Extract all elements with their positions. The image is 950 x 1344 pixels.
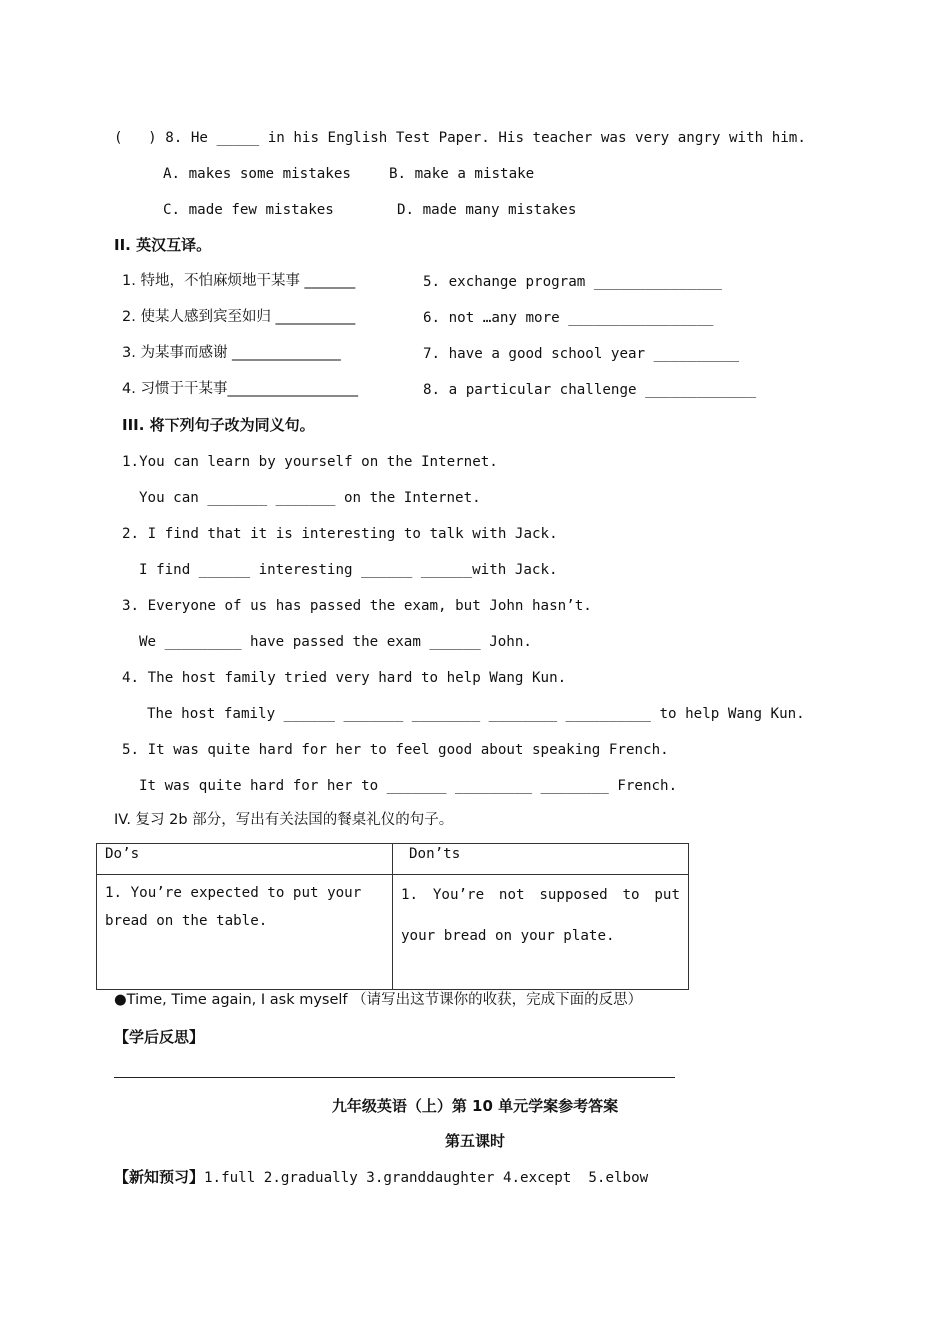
donts-header: Don’ts [393, 844, 689, 875]
section-2-title: II. 英汉互译。 [114, 236, 212, 254]
section-3-title: III. 将下列句子改为同义句。 [122, 416, 315, 434]
rewrite-sentence: 4. The host family tried very hard to help Wang Kun. [122, 670, 567, 686]
preview-text: 1.full 2.gradually 3.granddaughter 4.except 5.elbow [204, 1170, 649, 1186]
rewrite-sentence: 2. I find that it is interesting to talk with Jack. [122, 526, 558, 542]
translation-item: 8. a particular challenge _____________ [423, 382, 757, 398]
rewrite-sentence: 3. Everyone of us has passed the exam, but John hasn’t. [122, 598, 592, 614]
rewrite-sentence: 1.You can learn by yourself on the Internet. [122, 454, 498, 470]
dos-header: Do’s [97, 844, 393, 875]
preview-label: 【新知预习】 [114, 1168, 205, 1186]
question-8-option-c: C. made few mistakes [163, 202, 334, 218]
rewrite-blank-line: It was quite hard for her to _______ _________ ________ French. [139, 778, 678, 794]
translation-item: 4. 习惯于干某事__________________ [122, 381, 358, 397]
rewrite-blank-line: You can _______ _______ on the Internet. [139, 490, 481, 506]
dos-cell: 1. You’re expected to put your bread on the table. [97, 875, 393, 990]
rewrite-sentence: 5. It was quite hard for her to feel good about speaking French. [122, 742, 669, 758]
rewrite-blank-line: We _________ have passed the exam ______ John. [139, 634, 532, 650]
rewrite-blank-line: I find ______ interesting ______ ______with Jack. [139, 562, 558, 578]
answer-key-title: 九年级英语（上）第 10 单元学案参考答案 [331, 1097, 619, 1115]
reflection-prompt: ●Time, Time again, I ask myself （请写出这节课你的收获，完成下面的反思） [114, 992, 643, 1008]
translation-item: 5. exchange program _______________ [423, 274, 722, 290]
question-8-option-b: B. make a mistake [389, 166, 535, 182]
donts-cell: 1. You’re not supposed to put your bread on your plate. [393, 875, 689, 990]
question-8-option-d: D. made many mistakes [397, 202, 577, 218]
etiquette-table [96, 843, 689, 990]
divider-line [114, 1077, 675, 1078]
preview-answers [114, 1167, 648, 1188]
reflection-title: 【学后反思】 [114, 1028, 205, 1046]
question-8-stem: ( ) 8. He _____ in his English Test Paper. His teacher was very angry with him. [114, 130, 806, 146]
translation-item: 6. not …any more _________________ [423, 310, 714, 326]
question-8-option-a: A. makes some mistakes [163, 166, 351, 182]
rewrite-blank-line: The host family ______ _______ ________ ________ __________ to help Wang Kun. [147, 706, 805, 722]
lesson-title: 第五课时 [444, 1132, 505, 1150]
translation-item: 3. 为某事而感谢 _______________ [122, 345, 341, 361]
section-4-title: IV. 复习 2b 部分，写出有关法国的餐桌礼仪的句子。 [114, 812, 454, 828]
translation-item: 7. have a good school year __________ [423, 346, 740, 362]
translation-item: 1. 特地，不怕麻烦地干某事 _______ [122, 273, 356, 289]
translation-item: 2. 使某人感到宾至如归 ___________ [122, 309, 356, 325]
